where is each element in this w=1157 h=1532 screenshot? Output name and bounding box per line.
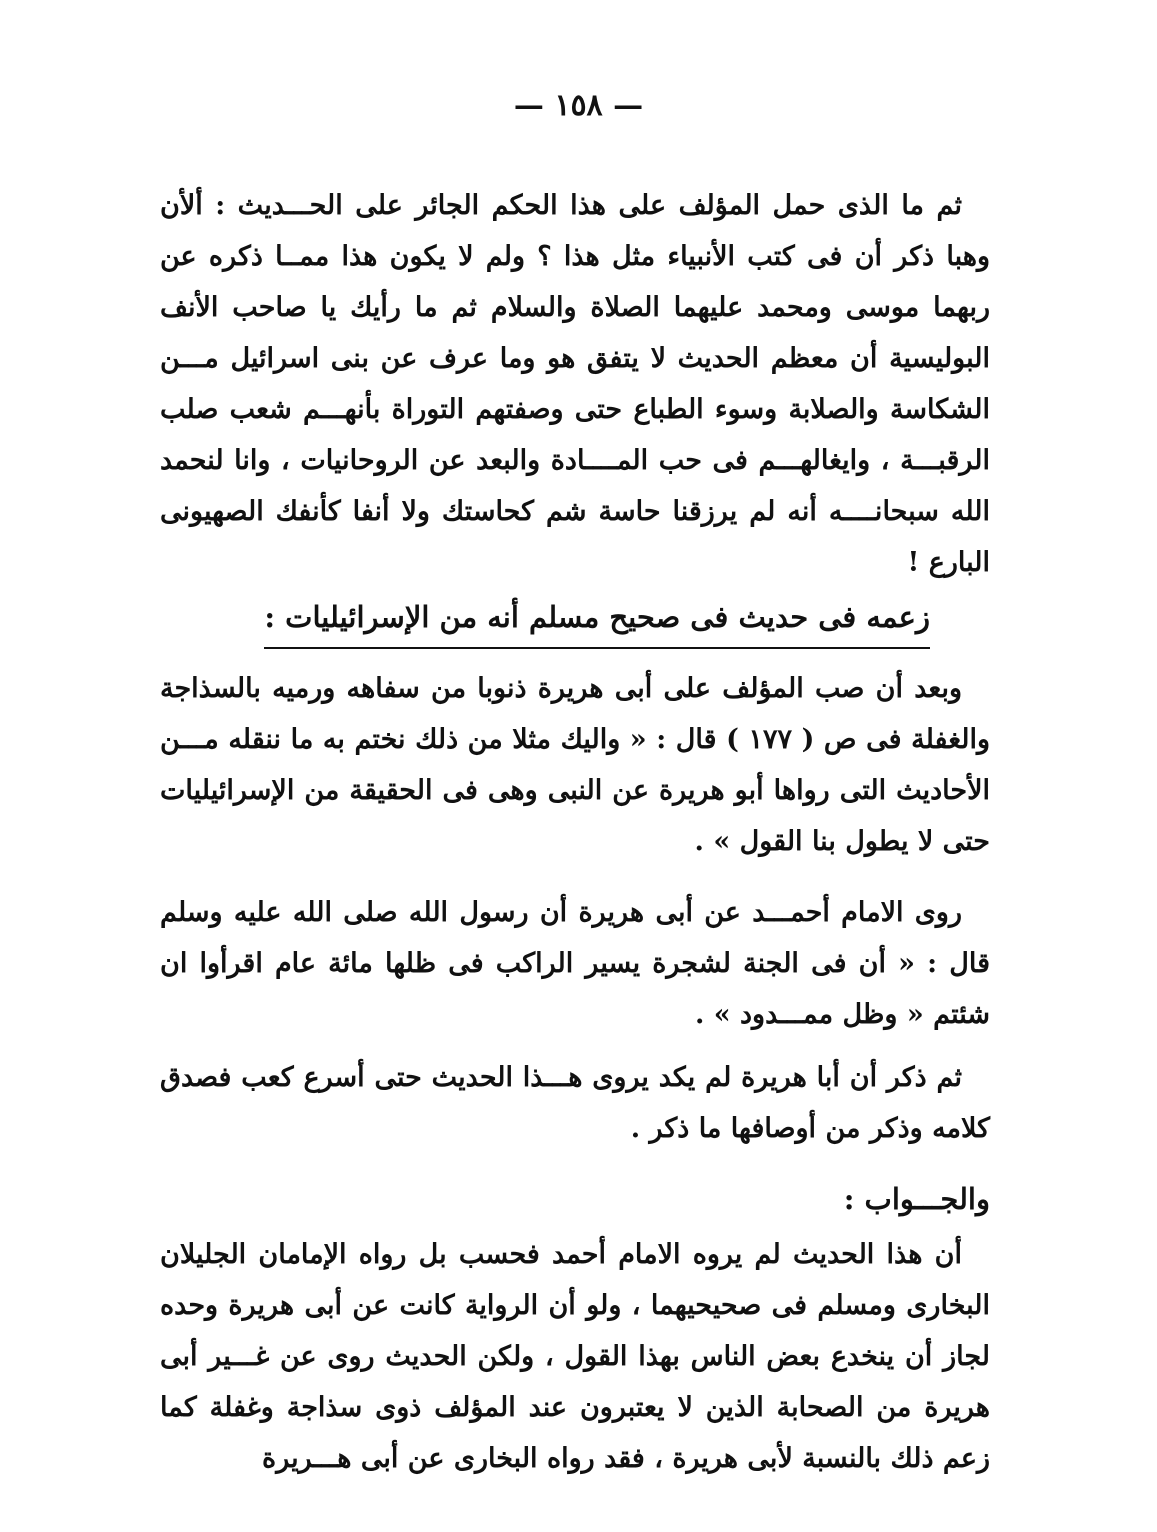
- section-heading-1-text: زعمه فى حديث فى صحيح مسلم أنه من الإسرائيليات :: [264, 592, 930, 649]
- page-number: — ١٥٨ —: [513, 88, 644, 123]
- section-heading-2: والجـــواب :: [843, 1182, 990, 1216]
- paragraph-5: أن هذا الحديث لم يروه الامام أحمد فحسب بل رواه الإمامان الجليلان البخارى ومسلم فى صحيحيهما ، ولو أن الرواية كانت عن أبى هريرة وحده لجاز أن ينخدع بعض الناس بهذا القول ، ولكن الحديث روى عن غـــير أبى هريرة من الصحابة الذين لا يعتبرون عند المؤلف ذوى سذاجة وغفلة كما زعم ذلك بالنسبة لأبى هريرة ، فقد رواه البخارى عن أبى هـــريرة: [160, 1239, 990, 1474]
- paragraph-4: ثم ذكر أن أبا هريرة لم يكد يروى هـــذا الحديث حتى أسرع كعب فصدق كلامه وذكر من أوصافها ما ذكر .: [160, 1062, 990, 1144]
- paragraph-1: ثم ما الذى حمل المؤلف على هذا الحكم الجائر على الحـــديث : ألأن وهبا ذكر أن فى كتب الأنبياء مثل هذا ؟ ولم لا يكون هذا ممــا ذكره عن ربهما موسى ومحمد عليهما الصلاة والسلام ثم ما رأيك يا صاحب الأنف البوليسية أن معظم الحديث لا يتفق هو وما عرف عن بنى اسرائيل مـــن الشكاسة والصلابة وسوء الطباع حتى وصفتهم التوراة بأنهـــم شعب صلب الرقبـــة ، وايغالهـــم فى حب المــــادة والبعد عن الروحانيات ، وانا لنحمد الله سبحانــــه أنه لم يرزقنا حاسة شم كحاستك ولا أنفا كأنفك الصهيونى البارع !: [160, 190, 990, 578]
- section-heading-1: [160, 592, 990, 649]
- paragraph-3: روى الامام أحمـــد عن أبى هريرة أن رسول الله صلى الله عليه وسلم قال : « أن فى الجنة لشجرة يسير الراكب فى ظلها مائة عام اقرأوا ان شئتم « وظل ممـــدود » .: [160, 897, 990, 1030]
- page-body: [160, 180, 990, 1484]
- paragraph-2: وبعد أن صب المؤلف على أبى هريرة ذنوبا من سفاهه ورميه بالسذاجة والغفلة فى ص ( ١٧٧ ) قال : « واليك مثلا من ذلك نختم به ما ننقله مـــن الأحاديث التى رواها أبو هريرة عن النبى وهى فى الحقيقة من الإسرائيليات حتى لا يطول بنا القول » .: [160, 673, 990, 857]
